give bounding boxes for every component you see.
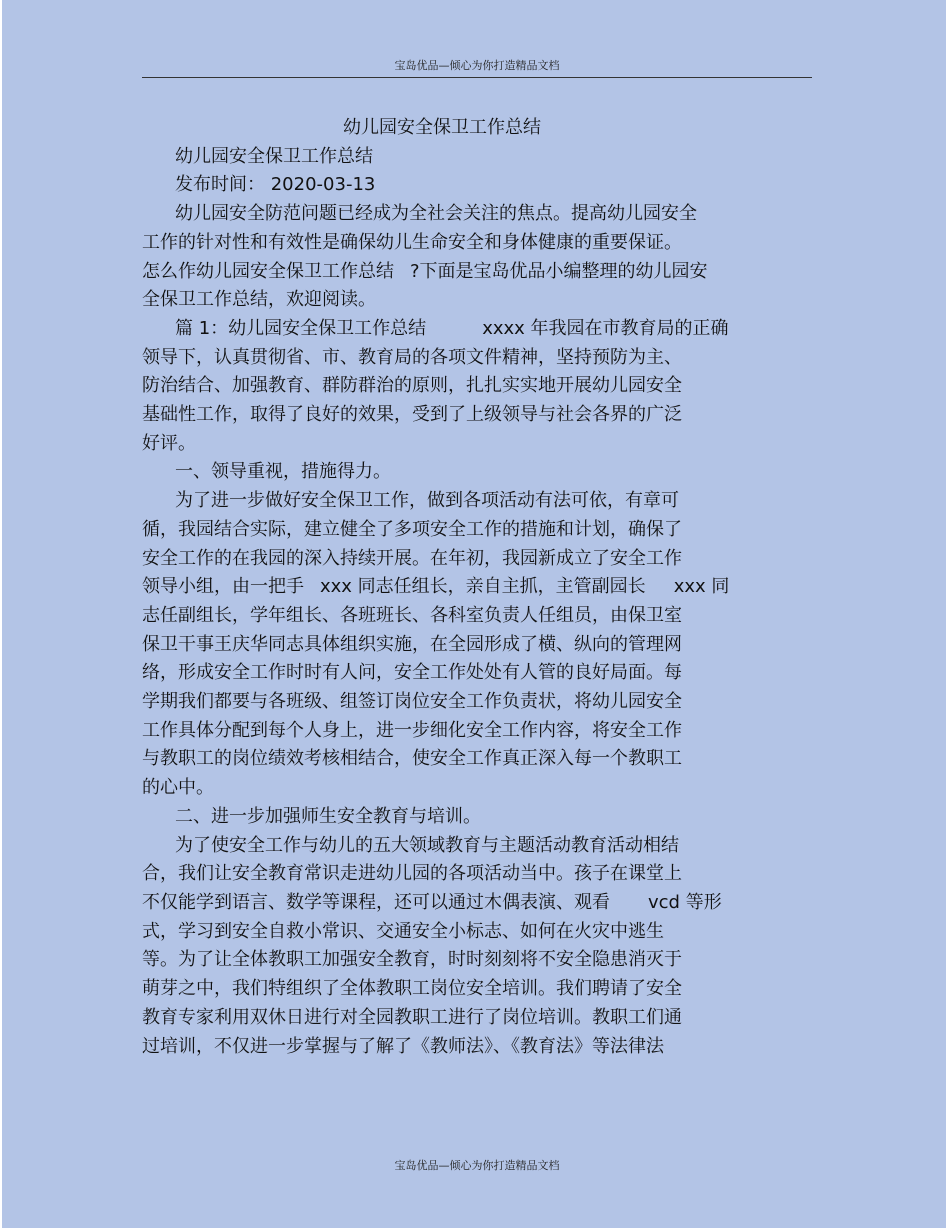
paragraph-line [142, 573, 802, 602]
paragraph-line: 安全工作的在我园的深入持续开展。在年初，我园新成立了安全工作 [142, 547, 682, 569]
intro-text: ?下面是宝岛优品小编整理的幼儿园安 [410, 260, 708, 282]
paragraph-line: 领导下，认真贯彻省、市、教育局的各项文件精神，坚持预防为主、 [142, 346, 682, 368]
paragraph-line: 为了进一步做好安全保卫工作，做到各项活动有法可依，有章可 [175, 490, 679, 512]
paragraph-line: 学期我们都要与各班级、组签订岗位安全工作负责状，将幼儿园安全 [142, 691, 682, 713]
publish-date: 2020-03-13 [270, 174, 376, 196]
paragraph-line: 循，我园结合实际，建立健全了多项安全工作的措施和计划，确保了 [142, 518, 682, 540]
paragraph-text: xxx 同 [673, 576, 730, 598]
section-heading: 一、领导重视，措施得力。 [175, 461, 391, 483]
paragraph-line: 过培训，不仅进一步掌握与了解了《教师法》、《教育法》等法律法 [142, 1035, 664, 1057]
paragraph-line: 络，形成安全工作时时有人问，安全工作处处有人管的良好局面。每 [142, 662, 682, 684]
paragraph-line: 的心中。 [142, 777, 214, 799]
document-subtitle: 幼儿园安全保卫工作总结 [175, 145, 373, 167]
paragraph-line: 好评。 [142, 432, 196, 454]
page-footer: 宝岛优品—倾心为你打造精品文档 [394, 1159, 560, 1172]
paragraph-line [142, 315, 802, 344]
paragraph-text: xxx 同志任组长，亲自主抓，主管副园长 [320, 576, 646, 598]
paragraph-line: 教育专家利用双休日进行对全园教职工进行了岗位培训。教职工们通 [142, 1006, 682, 1028]
paragraph-line: 合，我们让安全教育常识走进幼儿园的各项活动当中。孩子在课堂上 [142, 863, 682, 885]
paragraph-text: 不仅能学到语言、数学等课程，还可以通过木偶表演、观看 [142, 891, 610, 913]
paragraph-line: 防治结合、加强教育、群防群治的原则，扎扎实实地开展幼儿园安全 [142, 375, 682, 397]
paragraph-line [142, 889, 802, 918]
section-heading: 二、进一步加强师生安全教育与培训。 [175, 805, 481, 827]
paragraph-line: 与教职工的岗位绩效考核相结合，使安全工作真正深入每一个教职工 [142, 748, 682, 770]
paragraph-line: 式，学习到安全自救小常识、交通安全小标志、如何在火灾中逃生 [142, 920, 664, 942]
intro-line: 幼儿园安全防范问题已经成为全社会关注的焦点。提高幼儿园安全 [175, 203, 697, 225]
paragraph-line: 保卫干事王庆华同志具体组织实施，在全园形成了横、纵向的管理网 [142, 633, 682, 655]
paragraph-text: vcd 等形 [648, 891, 722, 913]
publish-label: 发布时间： [175, 174, 265, 196]
header-divider [142, 77, 812, 78]
intro-text: 怎么作幼儿园安全保卫工作总结 [142, 260, 394, 282]
document-title: 幼儿园安全保卫工作总结 [343, 117, 541, 138]
paragraph-text: xxxx 年我园在市教育局的正确 [482, 317, 729, 339]
publish-line [142, 171, 802, 200]
intro-line [142, 258, 802, 287]
paragraph-text: 领导小组，由一把手 [142, 576, 304, 598]
paragraph-line: 为了使安全工作与幼儿的五大领域教育与主题活动教育活动相结 [175, 834, 679, 856]
document-body [142, 114, 802, 1061]
document-page [2, 0, 946, 1228]
section-label: 篇 1：幼儿园安全保卫工作总结 [175, 317, 427, 339]
paragraph-line: 等。为了让全体教职工加强安全教育，时时刻刻将不安全隐患消灭于 [142, 949, 682, 971]
paragraph-line: 志任副组长，学年组长、各班班长、各科室负责人任组员，由保卫室 [142, 604, 682, 626]
paragraph-line: 萌芽之中，我们特组织了全体教职工岗位安全培训。我们聘请了安全 [142, 978, 682, 1000]
intro-line: 全保卫工作总结，欢迎阅读。 [142, 289, 376, 311]
page-header: 宝岛优品—倾心为你打造精品文档 [394, 59, 560, 72]
paragraph-line: 工作具体分配到每个人身上，进一步细化安全工作内容，将安全工作 [142, 719, 682, 741]
intro-line: 工作的针对性和有效性是确保幼儿生命安全和身体健康的重要保证。 [142, 231, 682, 253]
paragraph-line: 基础性工作，取得了良好的效果，受到了上级领导与社会各界的广泛 [142, 404, 682, 426]
